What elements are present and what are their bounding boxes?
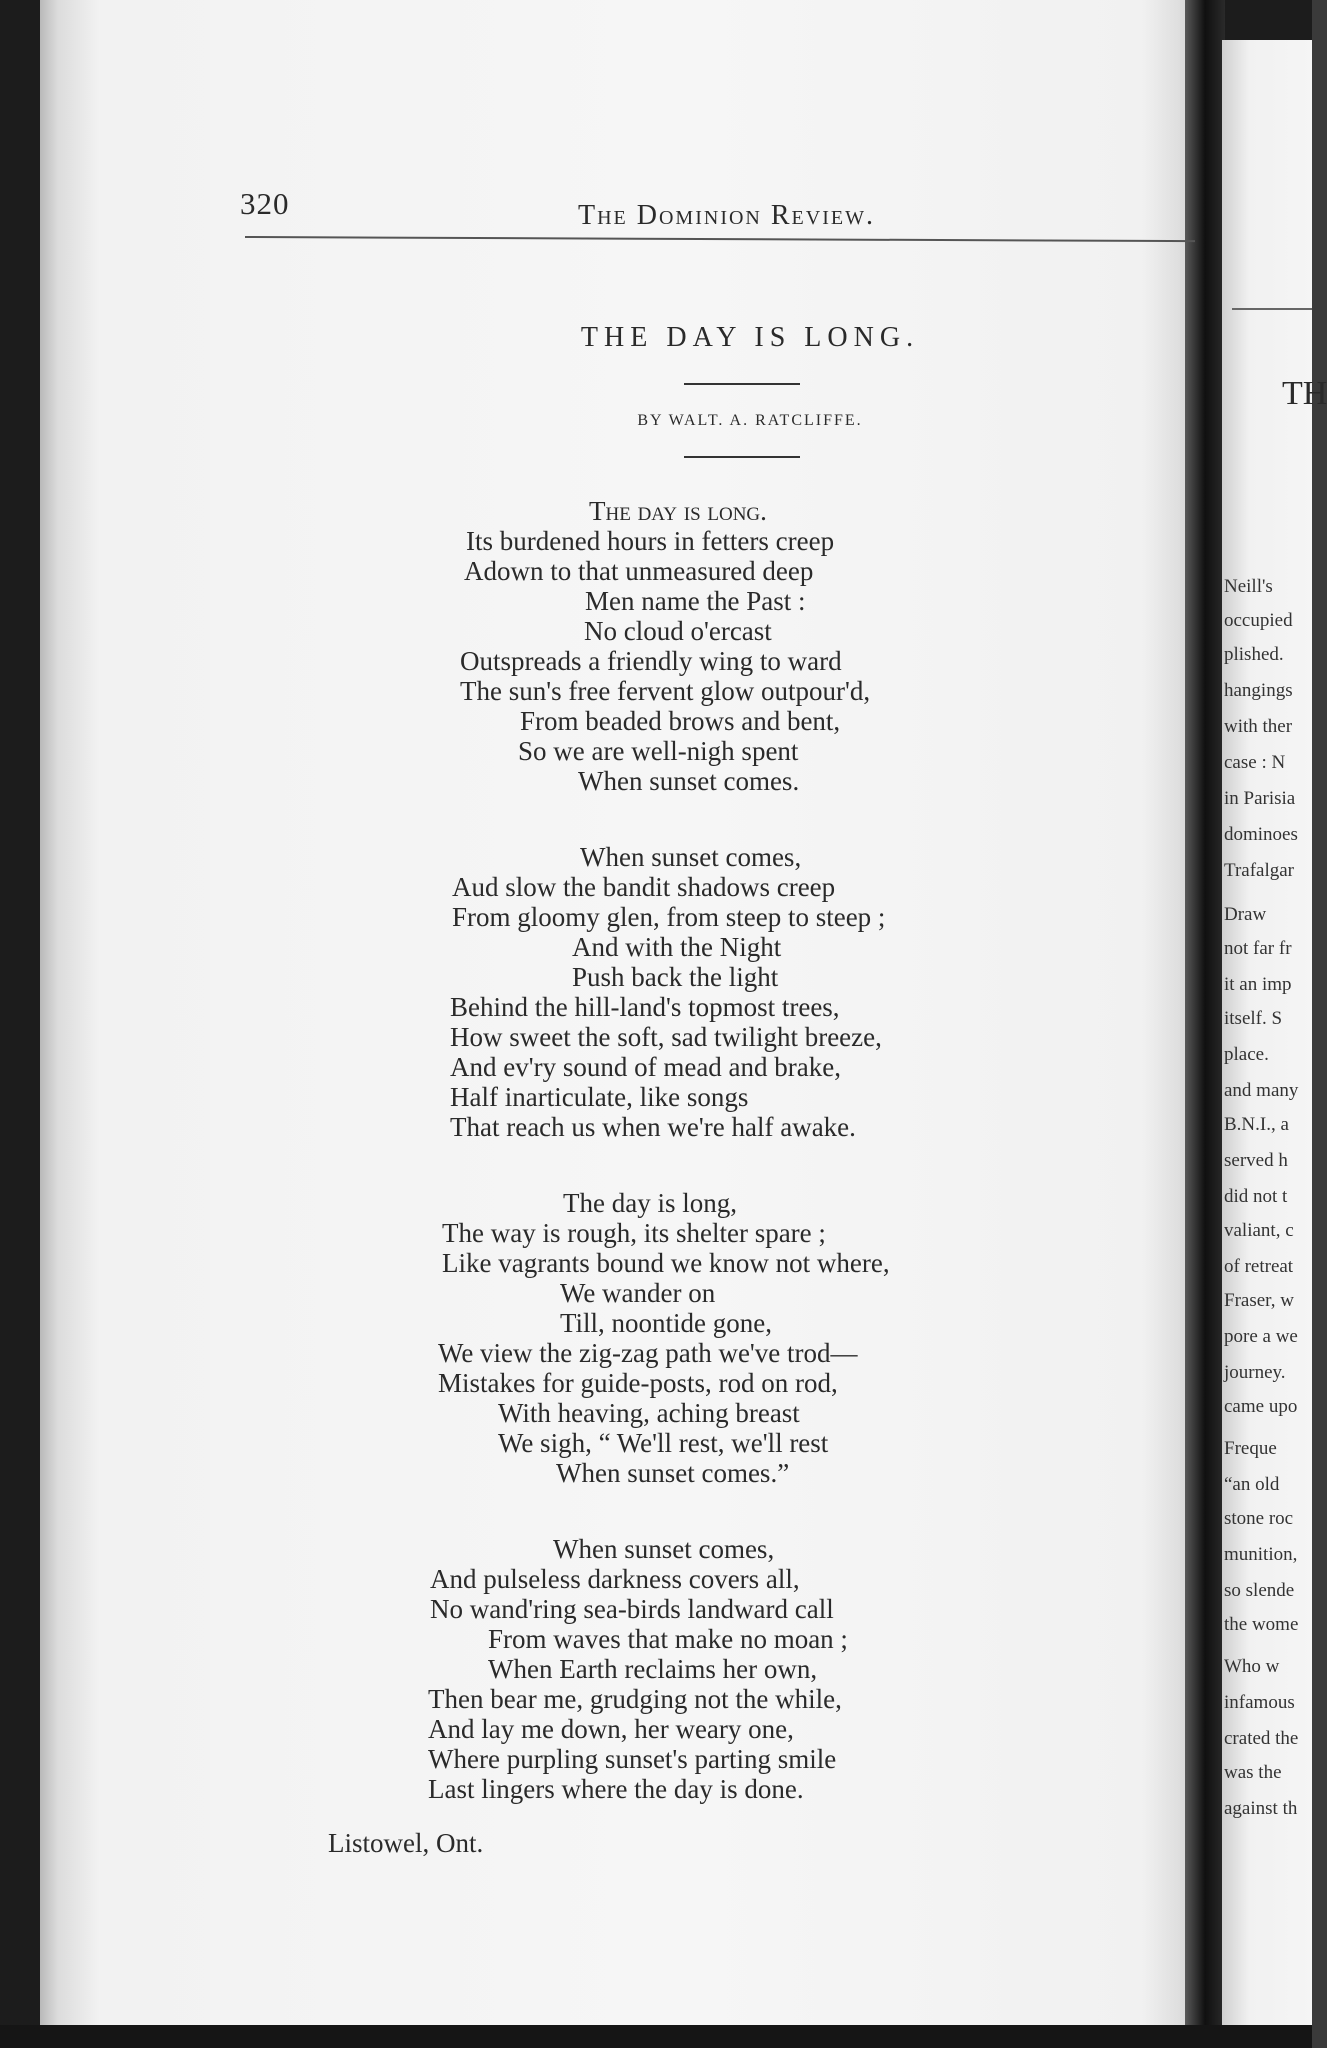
facing-page-line: journey.	[1224, 1362, 1286, 1383]
facing-page-line: B.N.I., a	[1224, 1114, 1289, 1135]
poem-line: Adown to that unmeasured deep	[464, 556, 814, 586]
poem-line: And with the Night	[572, 932, 782, 962]
poem-line: Where purpling sunset's parting smile	[428, 1744, 837, 1774]
poem-line: When sunset comes,	[580, 842, 802, 872]
facing-page-line: pore a we	[1224, 1326, 1298, 1347]
poem-line: From waves that make no moan ;	[488, 1624, 848, 1654]
poem-line: How sweet the soft, sad twilight breeze,	[450, 1022, 882, 1052]
facing-page-line: case : N	[1224, 752, 1286, 773]
facing-page-line: plished.	[1224, 644, 1284, 665]
poem-line: And lay me down, her weary one,	[428, 1714, 794, 1744]
facing-page-line: the wome	[1224, 1614, 1299, 1635]
poem-title: THE DAY IS LONG.	[580, 322, 920, 353]
facing-page-line: was the	[1224, 1762, 1282, 1783]
poem-line: The day is long,	[563, 1188, 737, 1218]
facing-page-line: and many	[1224, 1080, 1299, 1101]
poem-line: Half inarticulate, like songs	[450, 1082, 749, 1112]
poem-line: No cloud o'ercast	[584, 616, 772, 646]
facing-page-line: hangings	[1224, 680, 1293, 701]
facing-page-line: it an imp	[1224, 974, 1292, 995]
byline-rule	[684, 456, 800, 458]
facing-page-line: did not t	[1224, 1186, 1288, 1207]
facing-page-line: stone roc	[1224, 1508, 1294, 1529]
facing-page-line: munition,	[1224, 1544, 1298, 1565]
poem-line: From gloomy glen, from steep to steep ;	[452, 902, 886, 932]
poem-line: Then bear me, grudging not the while,	[428, 1684, 842, 1714]
poem-line: Till, noontide gone,	[560, 1308, 773, 1338]
poem-line: Its burdened hours in fetters creep	[466, 526, 835, 556]
poem-line: Outspreads a friendly wing to ward	[460, 646, 842, 676]
poem-line: When Earth reclaims her own,	[488, 1654, 818, 1684]
poem-line: That reach us when we're half awake.	[450, 1112, 856, 1142]
facing-page-rule	[1232, 308, 1312, 310]
poem-line: Men name the Past :	[585, 586, 806, 616]
facing-page-line: so slende	[1224, 1580, 1295, 1601]
facing-page-line: Trafalgar	[1224, 860, 1294, 881]
facing-page-line: crated the	[1224, 1728, 1299, 1749]
poem-line: When sunset comes,	[553, 1534, 775, 1564]
poem-line: Mistakes for guide-posts, rod on rod,	[438, 1368, 838, 1398]
poem-line: When sunset comes.”	[556, 1458, 790, 1488]
facing-page-line: Fraser, w	[1224, 1290, 1294, 1311]
facing-page-line: came upo	[1224, 1396, 1298, 1417]
facing-page-line: occupied	[1224, 610, 1293, 631]
running-head: The Dominion Review.	[578, 200, 875, 231]
poem-line: With heaving, aching breast	[498, 1398, 800, 1428]
poem-line: We sigh, “ We'll rest, we'll rest	[498, 1428, 829, 1458]
poem-line: The sun's free fervent glow outpour'd,	[460, 676, 871, 706]
facing-page-title: TH	[1282, 375, 1327, 412]
page-number: 320	[240, 186, 290, 221]
facing-page-line: against th	[1224, 1798, 1298, 1819]
poem-line: Aud slow the bandit shadows creep	[452, 872, 836, 902]
poem-line: Behind the hill-land's topmost trees,	[450, 992, 840, 1022]
book-gutter	[1185, 0, 1225, 2048]
facing-page-line: “an old	[1224, 1474, 1280, 1495]
scan-bottom-edge	[0, 2025, 1312, 2048]
facing-page-line: infamous	[1224, 1692, 1295, 1713]
poem-line: Like vagrants bound we know not where,	[442, 1248, 890, 1278]
facing-page-line: Freque	[1224, 1438, 1277, 1459]
facing-page-line: not far fr	[1224, 938, 1292, 959]
poem-line: The day is long.	[589, 496, 767, 526]
facing-page-line: with ther	[1224, 716, 1293, 737]
facing-page-line: Draw	[1224, 904, 1267, 925]
poem-line: The way is rough, its shelter spare ;	[442, 1218, 826, 1248]
facing-page-line: served h	[1224, 1150, 1288, 1171]
poem-line: And ev'ry sound of mead and brake,	[450, 1052, 841, 1082]
poem-line: Last lingers where the day is done.	[428, 1774, 804, 1804]
facing-page-line: Who w	[1224, 1656, 1280, 1677]
author-location: Listowel, Ont.	[328, 1828, 484, 1858]
poem-line: And pulseless darkness covers all,	[430, 1564, 800, 1594]
title-rule	[684, 383, 800, 385]
facing-page-line: of retreat	[1224, 1256, 1294, 1277]
facing-page-line: dominoes	[1224, 824, 1298, 845]
poem-line: From beaded brows and bent,	[520, 706, 841, 736]
facing-page-line: valiant, c	[1224, 1220, 1294, 1241]
facing-page-line: place.	[1224, 1044, 1269, 1065]
poem-line: Push back the light	[572, 962, 779, 992]
poem-line: We view the zig-zag path we've trod—	[438, 1338, 858, 1368]
poem-line: We wander on	[560, 1278, 716, 1308]
poem-line: When sunset comes.	[578, 766, 800, 796]
facing-page	[1222, 40, 1327, 2030]
poem-line: So we are well-nigh spent	[518, 736, 799, 766]
facing-page-line: itself. S	[1224, 1008, 1283, 1029]
facing-page-line: in Parisia	[1224, 788, 1296, 809]
poem-byline: BY WALT. A. RATCLIFFE.	[637, 412, 863, 429]
poem-line: No wand'ring sea-birds landward call	[430, 1594, 834, 1624]
facing-page-line: Neill's	[1224, 576, 1273, 597]
